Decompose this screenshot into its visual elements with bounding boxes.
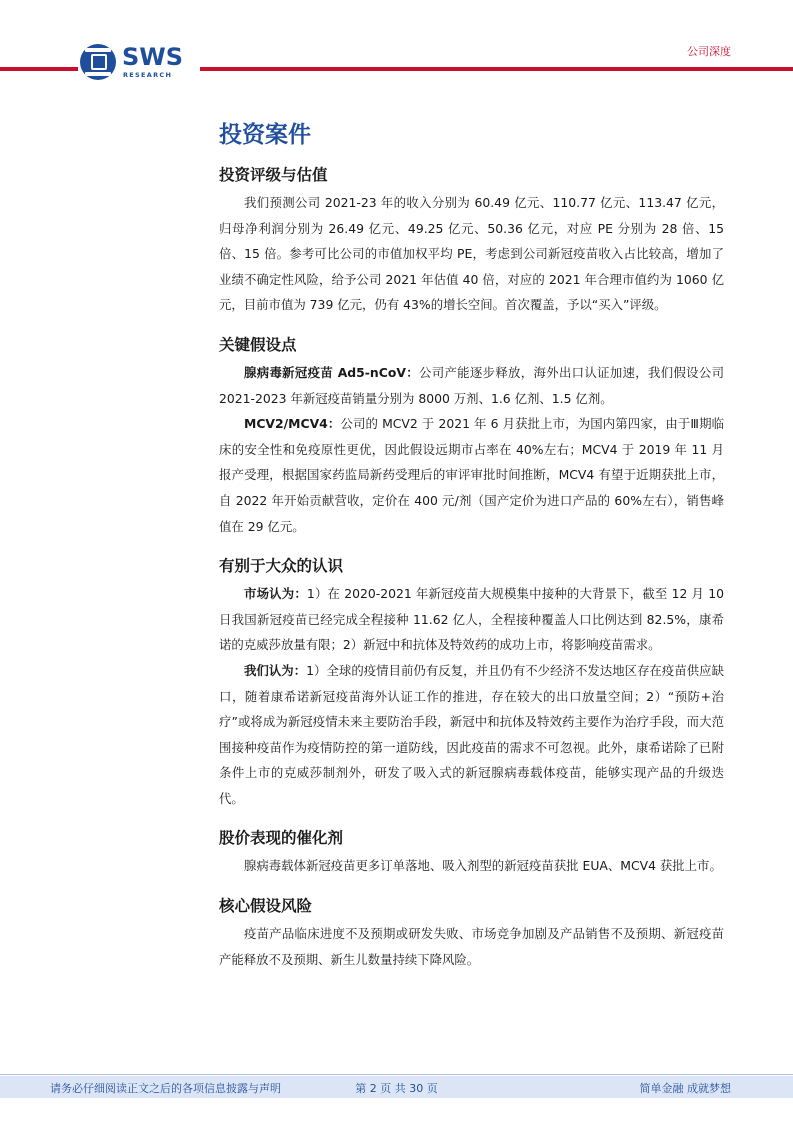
paragraph-lead: MCV2/MCV4： — [244, 416, 341, 432]
paragraph: 腺病毒新冠疫苗 Ad5-nCoV：公司产能逐步释放，海外出口认证加速，我们假设公司 2021-2023 年新冠疫苗销量分别为 8000 万剂、1.6 亿剂、1.5 亿剂。 — [219, 364, 724, 406]
logo-subtext: RESEARCH — [123, 71, 173, 79]
footer-divider — [0, 1074, 793, 1075]
sws-logo-icon — [80, 44, 116, 80]
paragraph: 我们认为：1）全球的疫情目前仍有反复，并且仍有不少经济不发达地区存在疫苗供应缺口，随着康希诺新冠疫苗海外认证工作的推进，存在较大的出口放量空间；2）“预防+治疗”或将成为新冠疫情未来主要防治手段，新冠中和抗体及特效药主要作为治疗手段，而大范围接种疫苗作为疫情防控的第一道防线，因此疫苗的需求不可忽视。此外，康希诺除了已附条件上市的克威莎制剂外，研发了吸入式的新冠腺病毒载体疫苗，能够实现产品的升级迭代。 — [219, 662, 724, 806]
footer-disclaimer: 请务必仔细阅读正文之后的各项信息披露与声明 — [50, 1082, 281, 1095]
paragraph: 市场认为：1）在 2020-2021 年新冠疫苗大规模集中接种的大背景下，截至 12 月 10 日我国新冠疫苗已经完成全程接种 11.62 亿人，全程接种覆盖人口比例达到 82.5%，康希诺的克威莎放量有限；2）新冠中和抗体及特效药的成功上市，将影响疫苗需求。 — [219, 586, 725, 653]
section-heading-catalysts: 股价表现的催化剂 — [219, 829, 344, 848]
footer-page-info: 第 2 页 共 30 页 — [355, 1082, 438, 1095]
report-type-label: 公司深度 — [687, 45, 731, 58]
section-heading-differentiated-view: 有别于大众的认识 — [219, 557, 344, 576]
sws-logo — [80, 44, 200, 84]
paragraph: 疫苗产品临床进度不及预期或研发失败、市场竞争加剧及产品销售不及预期、新冠疫苗产能释放不及预期、新生儿数量持续下降风险。 — [219, 926, 724, 967]
logo-text: SWS — [122, 43, 184, 71]
paragraph-lead: 腺病毒新冠疫苗 Ad5-nCoV： — [244, 364, 419, 380]
paragraph-lead: 市场认为： — [244, 586, 307, 602]
paragraph-lead: 我们认为： — [244, 662, 307, 678]
header-rule-right — [200, 67, 793, 71]
paragraph: MCV2/MCV4：公司的 MCV2 于 2021 年 6 月获批上市，为国内第四家，由于Ⅲ期临床的安全性和免疫原性更优，因此假设远期市占率在 40%左右；MCV4 于 2019 年 11 月报产受理，根据国家药监局新药受理后的审评审批时间推断，MCV4 有望于近期获批上市，自 2022 年开始贡献营收，定价在 400 元/剂（国产定价为进口产品的 60%左右），销售峰值在 29 亿元。 — [219, 416, 724, 534]
footer-slogan: 简单金融 成就梦想 — [639, 1082, 731, 1095]
paragraph: 腺病毒载体新冠疫苗更多订单落地、吸入剂型的新冠疫苗获批 EUA、MCV4 获批上市。 — [244, 858, 722, 874]
section-heading-key-assumptions: 关键假设点 — [219, 335, 297, 354]
section-heading-valuation: 投资评级与估值 — [219, 166, 328, 184]
page-title: 投资案件 — [219, 122, 311, 148]
paragraph: 我们预测公司 2021-23 年的收入分别为 60.49 亿元、110.77 亿元、113.47 亿元，归母净利润分别为 26.49 亿元、49.25 亿元、50.36 亿元，对应 PE 分别为 28 倍、15 倍、15 倍。参考可比公司的市值加权平均 PE，考虑到公司新冠疫苗收入占比较高，增加了业绩不确定性风险，给予公司 2021 年估值 40 倍，对应的 2021 年合理市值约为 1060 亿元，目前市值为 739 亿元，仍有 43%的增长空间。首次覆盖，予以“买入”评级。 — [219, 195, 724, 313]
header-rule-left — [0, 67, 78, 71]
report-body — [219, 118, 724, 972]
section-heading-risks: 核心假设风险 — [219, 897, 313, 916]
